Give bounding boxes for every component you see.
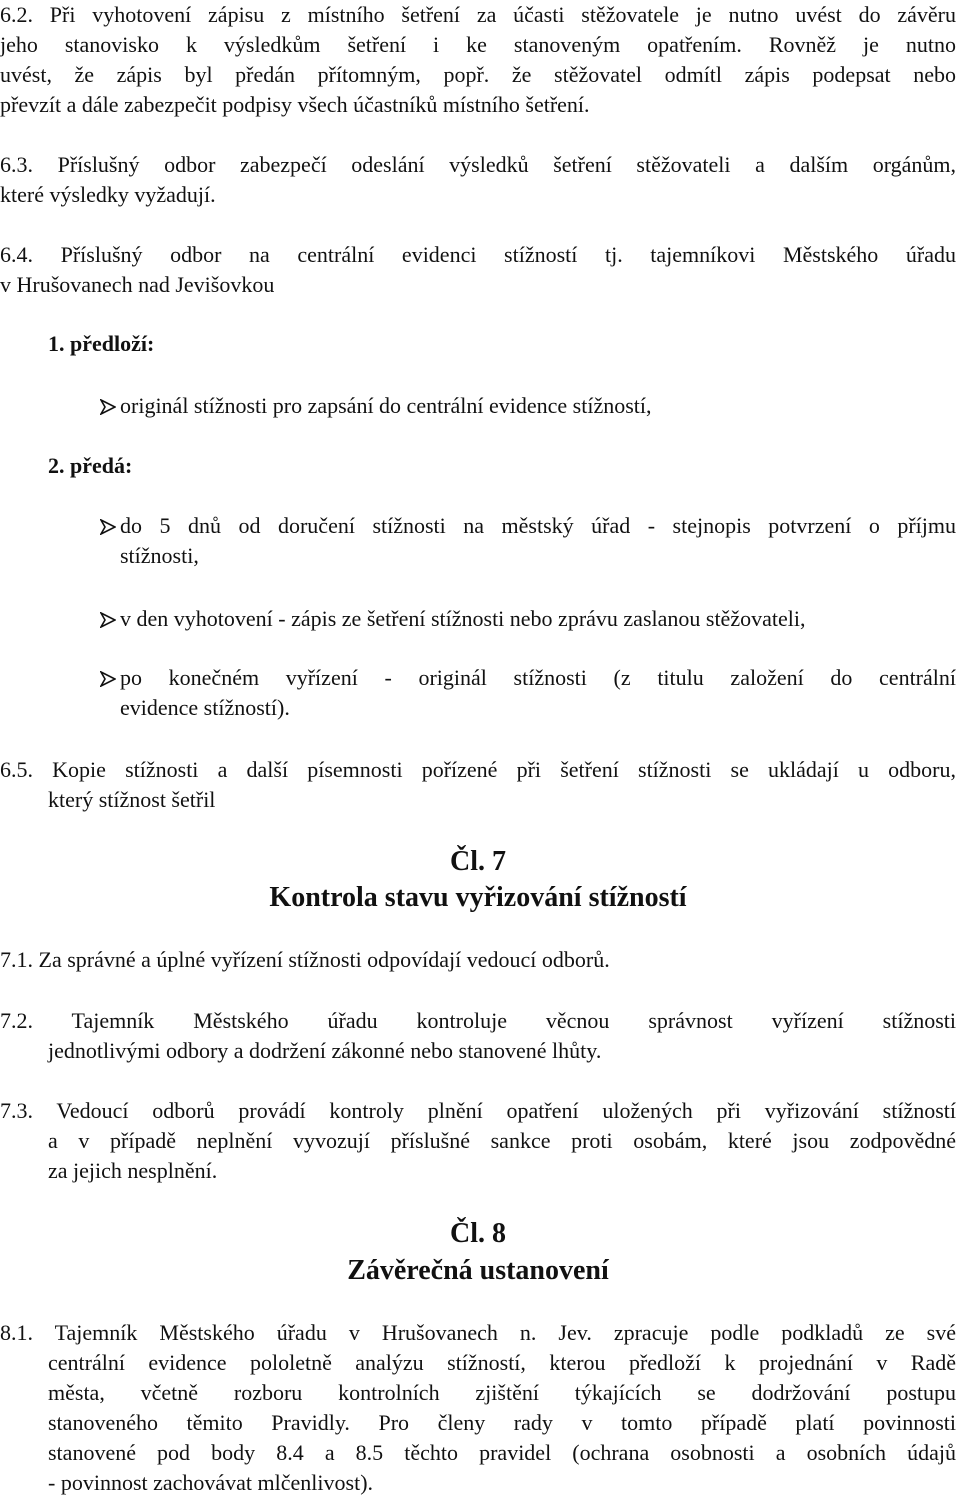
section-6-2 (0, 0, 956, 120)
section-8-1-line-2: centrální evidence pololetně analýzu stížností, kterou předloží k projednání v Radě (48, 1350, 956, 1375)
section-6-5 (0, 755, 956, 815)
bullet-item (0, 391, 956, 421)
bullet-text-line-1: po konečném vyřízení - originál stížnosti (z titulu založení do centrální (120, 665, 956, 690)
section-7-3-line-2: a v případě neplnění vyvozují příslušné sankce proti osobám, které jsou zodpovědné (48, 1128, 956, 1153)
section-7-3-line-1: 7.3. Vedoucí odborů provádí kontroly plnění opatření uložených při vyřizování stížností (0, 1098, 956, 1123)
bullet-item (0, 511, 956, 571)
section-6-4 (0, 240, 956, 300)
section-8-1 (0, 1318, 956, 1498)
section-6-2-line-2: jeho stanovisko k výsledkům šetření i ke stanoveným opatřením. Rovněž je nutno (0, 32, 956, 57)
section-6-3 (0, 150, 956, 210)
section-7-3 (0, 1096, 956, 1186)
sub-1-label: 1. předloží: (48, 331, 155, 356)
section-6-4-line-2: v Hrušovanech nad Jevišovkou (0, 272, 275, 297)
bullet-text-line-2: evidence stížností). (120, 695, 290, 720)
section-7-1 (0, 945, 956, 975)
section-6-3-line-2: které výsledky vyžadují. (0, 182, 216, 207)
article-8-title: Závěrečná ustanovení (347, 1255, 609, 1286)
section-6-2-line-1: 6.2. Při vyhotovení zápisu z místního šetření za účasti stěžovatele je nutno uvést do závěru (0, 2, 956, 27)
section-6-4-line-1: 6.4. Příslušný odbor na centrální evidenci stížností tj. tajemníkovi Městského úřadu (0, 242, 956, 267)
section-8-1-line-6: - povinnost zachovávat mlčenlivost). (48, 1470, 374, 1495)
section-7-3-line-3: za jejich nesplnění. (48, 1158, 218, 1183)
section-6-2-line-4: převzít a dále zabezpečit podpisy všech účastníků místního šetření. (0, 92, 590, 117)
section-6-2-line-3: uvést, že zápis byl předán přítomným, popř. že stěžovatel odmítl zápis podepsat nebo (0, 62, 956, 87)
article-7-number: Čl. 7 (450, 846, 506, 877)
sub-2-label: 2. předá: (48, 453, 133, 478)
bullet-text-line-2: stížnosti, (120, 543, 199, 568)
arrowhead-bullet-icon (100, 519, 116, 535)
bullet-item (0, 604, 956, 634)
article-7-title: Kontrola stavu vyřizování stížností (269, 882, 687, 913)
bullet-text-line-1: do 5 dnů od doručení stížnosti na městský úřad - stejnopis potvrzení o příjmu (120, 513, 956, 538)
arrowhead-bullet-icon (100, 612, 116, 628)
section-7-2-line-2: jednotlivými odbory a dodržení zákonné nebo stanovené lhůty. (48, 1038, 602, 1063)
section-8-1-line-5: stanovené pod body 8.4 a 8.5 těchto pravidel (ochrana osobnosti a osobních údajů (48, 1440, 956, 1465)
arrowhead-bullet-icon (100, 671, 116, 687)
bullet-text: originál stížnosti pro zapsání do centrální evidence stížností, (120, 393, 652, 418)
section-6-5-line-1: 6.5. Kopie stížnosti a další písemnosti pořízené při šetření stížnosti se ukládají u odboru, (0, 757, 956, 782)
section-6-5-line-2: který stížnost šetřil (48, 787, 216, 812)
section-8-1-line-1: 8.1. Tajemník Městského úřadu v Hrušovanech n. Jev. zpracuje podle podkladů ze své (0, 1320, 956, 1345)
bullet-text: v den vyhotovení - zápis ze šetření stížnosti nebo zprávu zaslanou stěžovateli, (120, 606, 806, 631)
section-8-1-line-3: města, včetně rozboru kontrolních zjištění týkajících se dodržování postupu (48, 1380, 956, 1405)
arrowhead-bullet-icon (100, 399, 116, 415)
section-7-2-line-1: 7.2. Tajemník Městského úřadu kontroluje věcnou správnost vyřízení stížnosti (0, 1008, 956, 1033)
section-7-2 (0, 1006, 956, 1066)
bullet-item (0, 663, 956, 723)
section-8-1-line-4: stanoveného těmito Pravidly. Pro členy rady v tomto případě platí povinnosti (48, 1410, 956, 1435)
section-6-3-line-1: 6.3. Příslušný odbor zabezpečí odeslání výsledků šetření stěžovateli a dalším orgánům, (0, 152, 956, 177)
section-7-1-line-1: 7.1. Za správné a úplné vyřízení stížnosti odpovídají vedoucí odborů. (0, 947, 610, 972)
article-8-number: Čl. 8 (450, 1218, 506, 1249)
